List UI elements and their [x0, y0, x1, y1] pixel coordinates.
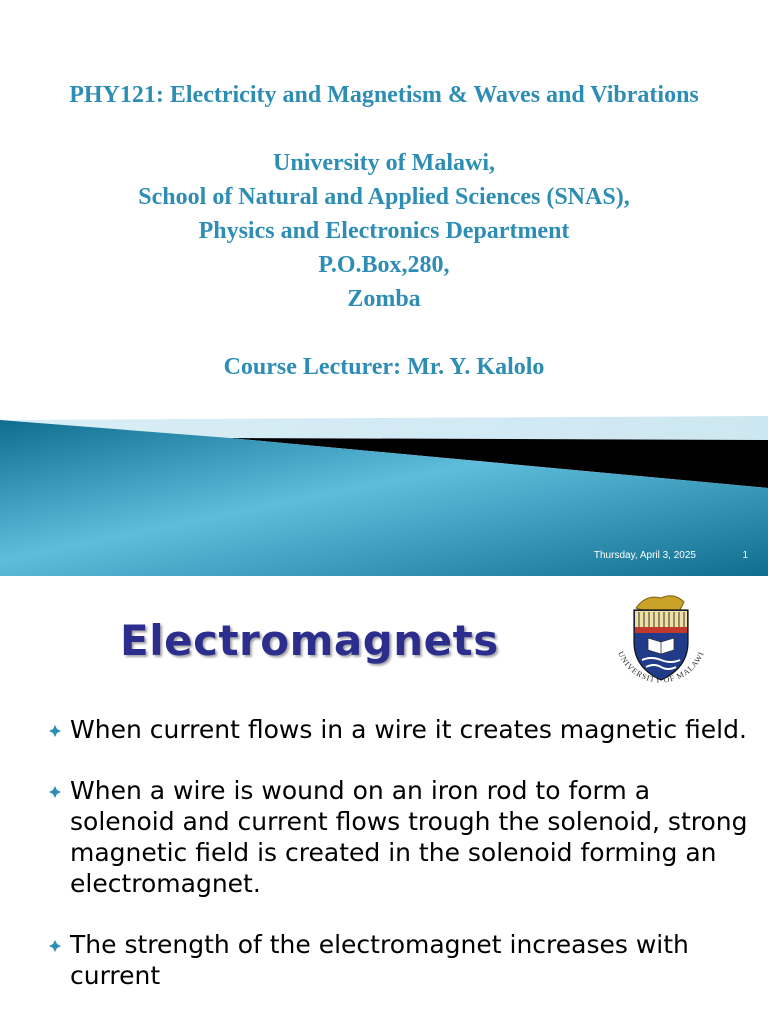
university-crest-icon	[606, 584, 716, 704]
bullet-list	[48, 714, 748, 1021]
slide-number: 1	[742, 550, 748, 561]
bullet-text: When a wire is wound on an iron rod to form a solenoid and current flows trough the solenoid, strong magnetic field is created in the solenoid forming an electromagnet.	[70, 776, 748, 898]
bullet-text: When current flows in a wire it creates magnetic field.	[70, 715, 747, 744]
diamond-bullet-icon	[48, 785, 62, 799]
list-item	[48, 929, 748, 991]
diamond-bullet-icon	[48, 939, 62, 953]
department-name: Physics and Electronics Department	[198, 218, 570, 244]
slide-heading: Electromagnets	[120, 616, 499, 665]
logo-text: UNIVERSITY OF MALAWI	[616, 649, 706, 685]
school-name: School of Natural and Applied Sciences (SNAS),	[138, 184, 630, 210]
title-block	[0, 78, 768, 384]
slide-date: Thursday, April 3, 2025	[593, 550, 696, 561]
po-box: P.O.Box,280,	[318, 252, 450, 278]
course-title: PHY121: Electricity and Magnetism & Waves and Vibrations	[69, 82, 699, 108]
course-lecturer: Course Lecturer: Mr. Y. Kalolo	[223, 354, 545, 380]
diamond-bullet-icon	[48, 724, 62, 738]
city: Zomba	[347, 286, 421, 312]
list-item	[48, 714, 748, 745]
university-name: University of Malawi,	[273, 150, 495, 176]
content-slide	[0, 576, 768, 1024]
list-item	[48, 775, 748, 899]
bullet-text: The strength of the electromagnet increases with current	[70, 930, 689, 990]
